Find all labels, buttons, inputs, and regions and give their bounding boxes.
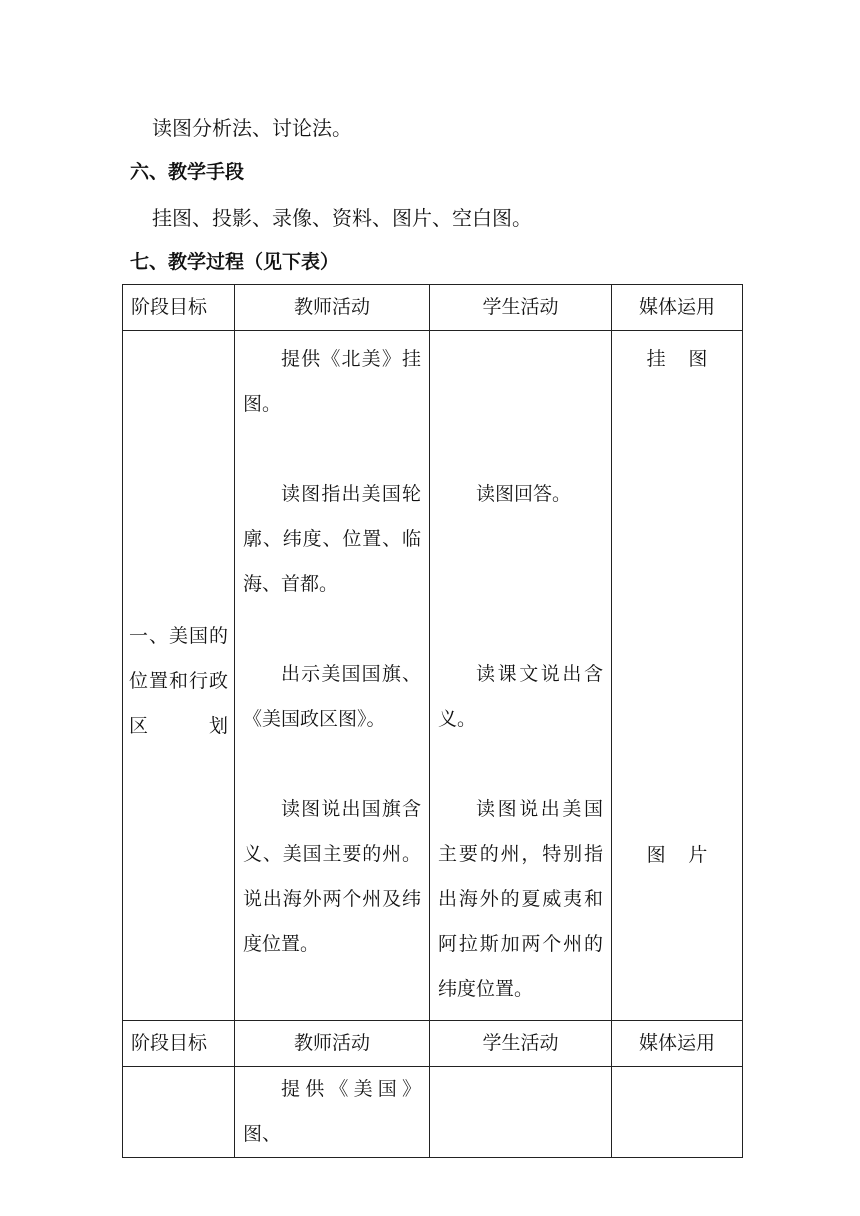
- header-teacher: 教师活动: [235, 285, 430, 331]
- media-cell: [612, 331, 743, 1021]
- header-student-repeat: 学生活动: [430, 1021, 612, 1067]
- header-teacher-repeat: 教师活动: [235, 1021, 430, 1067]
- student-activity-3: 读图说出美国主要的州，特别指出海外的夏威夷和阿拉斯加两个州的纬度位置。: [438, 798, 603, 1000]
- header-media: 媒体运用: [612, 285, 743, 331]
- student-activity-2: 读课文说出含义。: [438, 663, 603, 730]
- teaching-means-text: 挂图、投影、录像、资料、图片、空白图。: [152, 206, 532, 230]
- teacher-activity-2: 读图指出美国轮廓、纬度、位置、临海、首都。: [243, 483, 421, 595]
- media-item-2: 图片: [646, 844, 731, 866]
- section-7-heading: 七、教学过程（见下表）: [130, 251, 340, 273]
- teacher-activity-1: 提供《北美》挂图。: [243, 348, 421, 415]
- table-row: [123, 1067, 743, 1158]
- stage-cell: [123, 331, 235, 1021]
- header-stage: 阶段目标: [123, 285, 235, 331]
- teacher-activity-row2: 提供《美国》图、: [243, 1078, 421, 1145]
- media-cell-2: [612, 1067, 743, 1158]
- teacher-activity-4: 读图说出国旗含义、美国主要的州。说出海外两个州及纬度位置。: [243, 798, 421, 955]
- teaching-method-text: 读图分析法、讨论法。: [152, 116, 352, 140]
- student-activity-cell: [430, 331, 612, 1021]
- teacher-activity-cell-2: [235, 1067, 430, 1158]
- stage-text: 一、美国的位置和行政区划: [129, 625, 228, 737]
- student-activity-cell-2: [430, 1067, 612, 1158]
- student-activity-1: 读图回答。: [476, 483, 572, 505]
- header-media-repeat: 媒体运用: [612, 1021, 743, 1067]
- teacher-activity-3: 出示美国国旗、《美国政区图》。: [243, 663, 421, 730]
- teaching-process-table: [122, 284, 743, 1158]
- table-header-row-repeat: [123, 1021, 743, 1067]
- stage-cell-2: [123, 1067, 235, 1158]
- table-header-row: [123, 285, 743, 331]
- media-item-1: 挂图: [646, 348, 731, 370]
- table-row: [123, 331, 743, 1021]
- section-6-heading: 六、教学手段: [130, 161, 245, 183]
- header-student: 学生活动: [430, 285, 612, 331]
- header-stage-repeat: 阶段目标: [123, 1021, 235, 1067]
- teacher-activity-cell: [235, 331, 430, 1021]
